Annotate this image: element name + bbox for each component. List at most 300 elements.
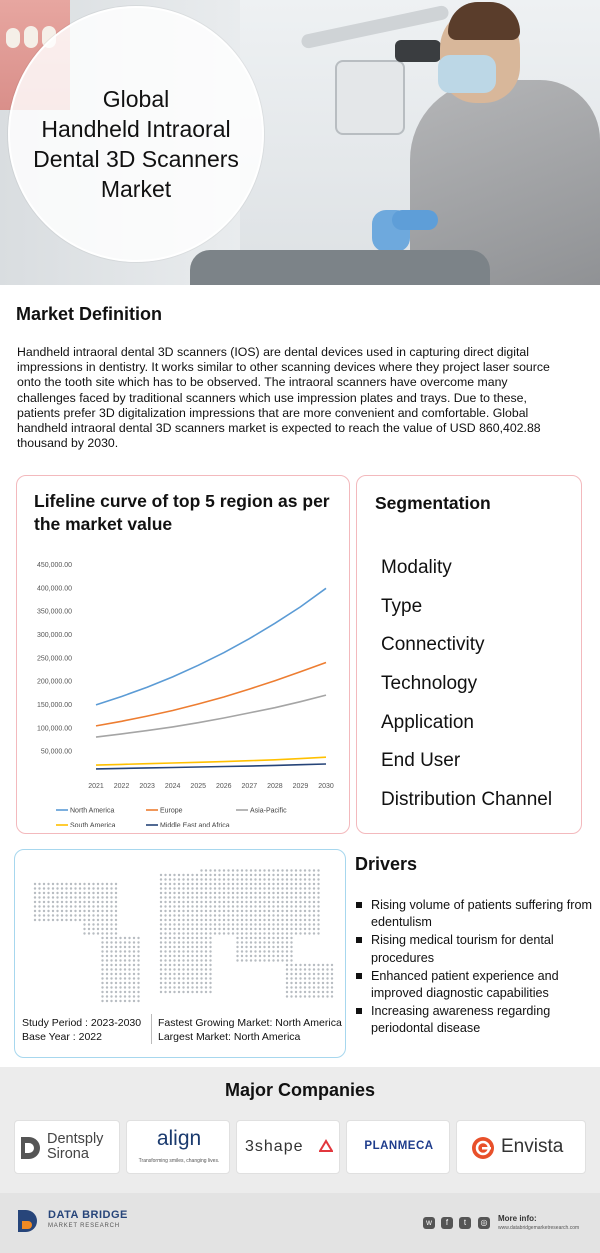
map-dot [272, 914, 274, 916]
map-dot [250, 928, 252, 930]
map-dot [74, 914, 76, 916]
map-dot [277, 910, 279, 912]
map-dot [106, 946, 108, 948]
hero-banner [0, 0, 600, 285]
map-dot [232, 905, 234, 907]
map-dot [281, 883, 283, 885]
map-dot [286, 919, 288, 921]
brand-name: DATA BRIDGE [48, 1209, 128, 1221]
map-dot [191, 946, 193, 948]
map-dot [245, 878, 247, 880]
map-dot [196, 874, 198, 876]
instagram-icon[interactable]: ◎ [478, 1217, 490, 1229]
map-dot [191, 874, 193, 876]
map-dot [304, 896, 306, 898]
map-dot [295, 982, 297, 984]
map-dot [286, 995, 288, 997]
map-dot [187, 910, 189, 912]
map-dot [308, 991, 310, 993]
dentsply-text [47, 1132, 103, 1162]
map-dot [187, 874, 189, 876]
map-dot [299, 919, 301, 921]
map-dot [92, 932, 94, 934]
map-dot [214, 905, 216, 907]
map-dot [254, 923, 256, 925]
map-dot [308, 869, 310, 871]
map-dot [281, 932, 283, 934]
map-dot [178, 946, 180, 948]
map-dot [317, 991, 319, 993]
map-dot [196, 950, 198, 952]
map-dot [182, 914, 184, 916]
map-dot [173, 905, 175, 907]
x-tick-label: 2025 [190, 783, 207, 790]
map-dot [281, 919, 283, 921]
map-dot [218, 914, 220, 916]
map-dot [187, 991, 189, 993]
map-dot [173, 959, 175, 961]
map-dot [79, 883, 81, 885]
market-definition-heading: Market Definition [16, 304, 163, 324]
map-dot [200, 982, 202, 984]
map-dot [313, 914, 315, 916]
map-dot [74, 887, 76, 889]
map-dot [241, 910, 243, 912]
map-dot [137, 941, 139, 943]
map-dot [308, 905, 310, 907]
drivers-heading: Drivers [355, 854, 418, 874]
map-dot [196, 946, 198, 948]
map-dot [191, 968, 193, 970]
map-dot [106, 959, 108, 961]
map-dot [281, 874, 283, 876]
map-dot [178, 896, 180, 898]
map-dot [97, 923, 99, 925]
map-dot [101, 950, 103, 952]
map-dot [169, 977, 171, 979]
map-dot [164, 991, 166, 993]
map-dot [326, 982, 328, 984]
map-dot [187, 901, 189, 903]
map-dot [245, 874, 247, 876]
map-dot [110, 995, 112, 997]
segment-item: Type [381, 595, 423, 617]
map-dot [164, 959, 166, 961]
map-dot [52, 896, 54, 898]
map-dot [218, 919, 220, 921]
map-dot [245, 896, 247, 898]
map-dot [106, 986, 108, 988]
map-dot [178, 977, 180, 979]
map-dot [191, 986, 193, 988]
align-logo [126, 1120, 230, 1174]
map-dot [101, 964, 103, 966]
map-dot [101, 914, 103, 916]
map-dot [88, 892, 90, 894]
map-dot [313, 896, 315, 898]
map-dot [308, 928, 310, 930]
map-dot [286, 905, 288, 907]
map-dot [173, 914, 175, 916]
map-dot [313, 878, 315, 880]
map-dot [299, 892, 301, 894]
map-dot [308, 964, 310, 966]
map-dot [65, 914, 67, 916]
map-dot [178, 932, 180, 934]
map-dot [331, 968, 333, 970]
map-dot [223, 869, 225, 871]
map-dot [254, 914, 256, 916]
map-dot [205, 946, 207, 948]
map-dot [290, 905, 292, 907]
map-dot [268, 950, 270, 952]
map-dot [313, 905, 315, 907]
map-dot [173, 950, 175, 952]
map-dot [200, 923, 202, 925]
map-dot [101, 937, 103, 939]
map-dot [133, 1000, 135, 1002]
map-dot [124, 995, 126, 997]
map-dot [47, 910, 49, 912]
map-dot [115, 937, 117, 939]
map-dot [286, 986, 288, 988]
map-dot [304, 883, 306, 885]
x-tick-label: 2021 [88, 783, 104, 790]
map-dot [133, 991, 135, 993]
map-dot [34, 896, 36, 898]
map-dot [137, 950, 139, 952]
patient-figure [190, 250, 490, 285]
map-dot [52, 914, 54, 916]
map-dot [106, 896, 108, 898]
map-dot [70, 901, 72, 903]
map-dot [286, 910, 288, 912]
map-dot [160, 923, 162, 925]
map-dot [232, 896, 234, 898]
map-dot [227, 869, 229, 871]
map-dot [115, 883, 117, 885]
map-dot [101, 910, 103, 912]
map-dot [209, 928, 211, 930]
map-dot [187, 946, 189, 948]
map-dot [43, 901, 45, 903]
map-dot [200, 964, 202, 966]
map-dot [259, 955, 261, 957]
map-dot [169, 932, 171, 934]
map-dot [241, 905, 243, 907]
map-dot [164, 878, 166, 880]
map-dot [313, 883, 315, 885]
page-title [8, 84, 264, 204]
map-dot [119, 991, 121, 993]
map-dot [322, 982, 324, 984]
map-dot [133, 955, 135, 957]
map-dot [236, 878, 238, 880]
map-dot [191, 901, 193, 903]
map-dot [173, 932, 175, 934]
map-dot [236, 887, 238, 889]
map-dot [173, 892, 175, 894]
map-dot [268, 910, 270, 912]
y-tick-label: 250,000.00 [36, 655, 72, 663]
map-dot [160, 950, 162, 952]
map-dot [119, 986, 121, 988]
map-dot [268, 937, 270, 939]
map-dot [299, 932, 301, 934]
map-dot [110, 941, 112, 943]
map-dot [88, 883, 90, 885]
map-dot [160, 896, 162, 898]
map-dot [290, 977, 292, 979]
map-dot [79, 905, 81, 907]
map-dot [83, 928, 85, 930]
map-dot [200, 892, 202, 894]
map-dot [281, 937, 283, 939]
legend-label: Asia-Pacific [250, 807, 287, 815]
map-dot [241, 887, 243, 889]
map-dot [200, 937, 202, 939]
map-dot [281, 901, 283, 903]
map-dot [38, 896, 40, 898]
map-dot [173, 973, 175, 975]
map-dot [209, 946, 211, 948]
map-dot [137, 959, 139, 961]
map-dot [263, 910, 265, 912]
map-dot [74, 883, 76, 885]
map-dot [164, 964, 166, 966]
map-dot [97, 905, 99, 907]
map-dot [124, 959, 126, 961]
map-dot [241, 932, 243, 934]
map-dot [259, 959, 261, 961]
map-dot [250, 919, 252, 921]
map-dot [34, 914, 36, 916]
map-dot [232, 923, 234, 925]
map-dot [281, 914, 283, 916]
map-dot [178, 973, 180, 975]
map-dot [160, 892, 162, 894]
map-dot [110, 1000, 112, 1002]
map-dot [92, 905, 94, 907]
map-dot [254, 896, 256, 898]
map-dot [115, 950, 117, 952]
map-dot [110, 883, 112, 885]
map-dot [205, 878, 207, 880]
map-dot [110, 955, 112, 957]
map-dot [115, 964, 117, 966]
map-dot [56, 901, 58, 903]
map-dot [263, 928, 265, 930]
map-dot [317, 892, 319, 894]
map-dot [47, 892, 49, 894]
map-dot [88, 910, 90, 912]
legend-label: North America [70, 807, 115, 815]
map-dot [83, 887, 85, 889]
map-dot [160, 874, 162, 876]
map-dot [281, 910, 283, 912]
map-dot [214, 869, 216, 871]
map-dot [191, 982, 193, 984]
map-dot [286, 941, 288, 943]
map-dot [308, 977, 310, 979]
map-dot [250, 910, 252, 912]
map-dot [277, 892, 279, 894]
map-dot [137, 977, 139, 979]
map-dot [308, 896, 310, 898]
map-dot [119, 941, 121, 943]
map-dot [263, 941, 265, 943]
map-dot [209, 887, 211, 889]
map-dot [205, 869, 207, 871]
map-dot [308, 968, 310, 970]
map-dot [182, 973, 184, 975]
map-dot [268, 959, 270, 961]
map-dot [38, 914, 40, 916]
map-dot [182, 968, 184, 970]
map-dot [83, 905, 85, 907]
map-dot [299, 874, 301, 876]
map-dot [43, 905, 45, 907]
map-dot [299, 964, 301, 966]
map-dot [299, 982, 301, 984]
map-dot [304, 901, 306, 903]
map-dot [119, 968, 121, 970]
map-dot [115, 932, 117, 934]
map-dot [290, 946, 292, 948]
map-dot [187, 973, 189, 975]
map-dot [56, 905, 58, 907]
map-dot [101, 982, 103, 984]
map-dot [250, 950, 252, 952]
map-dot [169, 910, 171, 912]
map-dot [196, 941, 198, 943]
map-dot [164, 928, 166, 930]
x-tick-label: 2028 [267, 783, 283, 790]
map-dot [286, 932, 288, 934]
map-dot [304, 964, 306, 966]
map-dot [110, 923, 112, 925]
map-dot [209, 883, 211, 885]
map-dot [263, 914, 265, 916]
map-dot [236, 923, 238, 925]
map-dot [115, 941, 117, 943]
map-dot [209, 919, 211, 921]
map-dot [97, 919, 99, 921]
map-dot [250, 901, 252, 903]
whatsapp-icon[interactable]: w [423, 1217, 435, 1229]
map-dot [110, 887, 112, 889]
map-dot [119, 959, 121, 961]
map-dot [164, 937, 166, 939]
map-dot [313, 928, 315, 930]
map-dot [205, 883, 207, 885]
twitter-icon[interactable]: t [459, 1217, 471, 1229]
map-dot [214, 874, 216, 876]
map-dot [245, 910, 247, 912]
map-dot [196, 937, 198, 939]
map-dot [317, 896, 319, 898]
map-dot [83, 923, 85, 925]
map-dot [164, 874, 166, 876]
map-dot [268, 905, 270, 907]
map-dot [223, 887, 225, 889]
map-dot [209, 910, 211, 912]
map-dot [223, 892, 225, 894]
map-dot [268, 901, 270, 903]
map-dot [263, 919, 265, 921]
map-dot [169, 874, 171, 876]
map-dot [187, 928, 189, 930]
map-dot [92, 910, 94, 912]
map-dot [56, 919, 58, 921]
map-dot [191, 883, 193, 885]
map-dot [169, 950, 171, 952]
map-dot [272, 883, 274, 885]
map-dot [110, 968, 112, 970]
map-dot [277, 959, 279, 961]
map-dot [34, 892, 36, 894]
map-dot [92, 914, 94, 916]
map-dot [133, 964, 135, 966]
map-dot [304, 892, 306, 894]
map-dot [241, 946, 243, 948]
map-dot [164, 973, 166, 975]
map-dot [205, 892, 207, 894]
map-dot [200, 883, 202, 885]
map-dot [245, 869, 247, 871]
map-dot [250, 914, 252, 916]
map-dot [182, 946, 184, 948]
map-dot [286, 968, 288, 970]
facebook-icon[interactable]: f [441, 1217, 453, 1229]
map-dot [241, 941, 243, 943]
map-dot [196, 910, 198, 912]
segment-item: Modality [381, 557, 452, 578]
map-dot [110, 914, 112, 916]
map-dot [236, 869, 238, 871]
map-dot [205, 923, 207, 925]
map-dot [182, 919, 184, 921]
map-dot [304, 923, 306, 925]
map-dot [277, 874, 279, 876]
map-dot [308, 878, 310, 880]
more-info-url[interactable]: www.databridgemarketresearch.com [498, 1225, 580, 1231]
map-dot [200, 977, 202, 979]
map-dot [164, 982, 166, 984]
map-dot [101, 955, 103, 957]
map-dot [245, 914, 247, 916]
map-dot [200, 991, 202, 993]
map-dot [128, 950, 130, 952]
map-dot [124, 968, 126, 970]
map-dot [178, 878, 180, 880]
map-dot [200, 946, 202, 948]
map-dot [295, 932, 297, 934]
envista-text: Envista [501, 1136, 564, 1157]
map-dot [79, 901, 81, 903]
map-dot [308, 919, 310, 921]
map-dot [236, 910, 238, 912]
map-dot [79, 896, 81, 898]
map-dot [110, 964, 112, 966]
map-dot [214, 878, 216, 880]
map-dot [124, 977, 126, 979]
map-dot [124, 937, 126, 939]
title-line: Handheld Intraoral [41, 116, 231, 142]
map-dot [106, 950, 108, 952]
companies-heading: Major Companies [224, 1080, 376, 1100]
map-dot [101, 919, 103, 921]
